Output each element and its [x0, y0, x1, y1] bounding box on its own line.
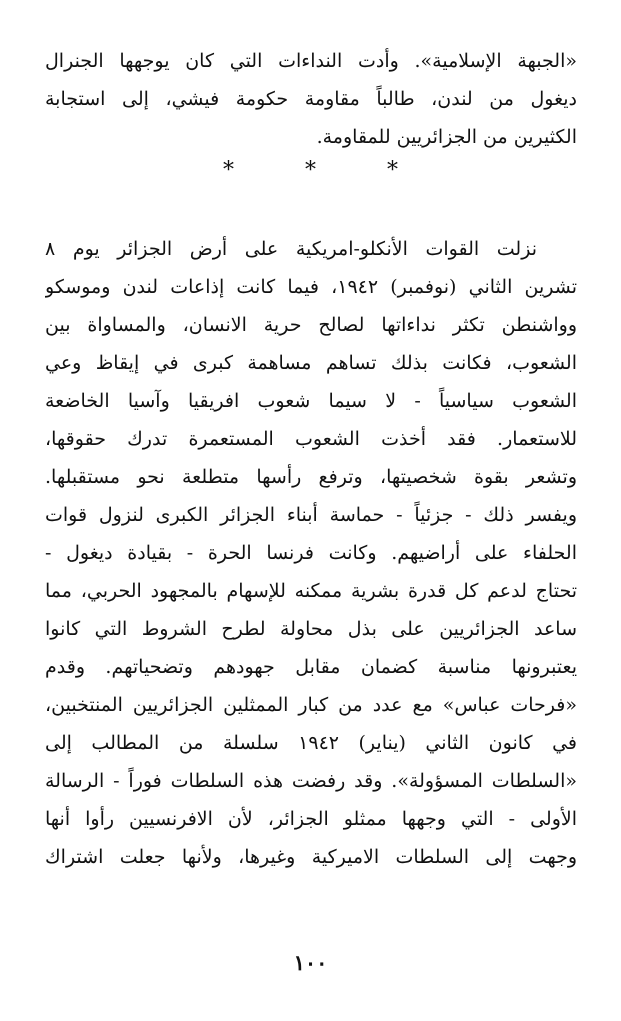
text-line: الشعوب سياسياً - لا سيما شعوب افريقيا وآسيا الخاضعة [45, 390, 577, 412]
text-line: وواشنطن تكثر نداءاتها لصالح حرية الانسان، والمساواة بين [45, 314, 577, 336]
text-line: تشرين الثاني (نوفمبر) ١٩٤٢، فيما كانت إذاعات لندن وموسكو [45, 276, 577, 298]
text-line: ويفسر ذلك - جزئياً - حماسة أبناء الجزائر الكبرى لنزول قوات [45, 504, 577, 526]
text-line: يعتبرونها مناسبة كضمان مقابل جهودهم وتضحياتهم. وقدم [45, 656, 577, 678]
page-number: ١٠٠ [293, 950, 328, 975]
text-line: ديغول من لندن، طالباً مقاومة حكومة فيشي، إلى استجابة [45, 88, 577, 110]
text-line: الأولى - التي وجهها ممثلو الجزائر، لأن الافرنسيين رأوا أنها [45, 808, 577, 830]
text-line: تحتاج لدعم كل قدرة بشرية ممكنه للإسهام بالمجهود الحربي، مما [45, 580, 577, 602]
paragraph-1 [45, 42, 577, 156]
paragraph-2 [45, 230, 577, 876]
text-line: «فرحات عباس» مع عدد من كبار الممثلين الجزائريين المنتخبين، [45, 694, 577, 716]
text-line: وتشعر بقوة شخصيتها، وترفع رأسها متطلعة نحو مستقبلها. [45, 466, 577, 488]
text-line: «السلطات المسؤولة». وقد رفضت هذه السلطات فوراً - الرسالة [45, 770, 577, 792]
section-separator: * * * [223, 158, 430, 183]
text-line: الشعوب، فكانت بذلك تساهم مساهمة كبرى في إيقاظ وعي [45, 352, 577, 374]
text-line: «الجبهة الإسلامية». وأدت النداءات التي كان يوجهها الجنرال [45, 50, 577, 72]
text-line: الكثيرين من الجزائريين للمقاومة. [316, 126, 577, 148]
text-line: للاستعمار. فقد أخذت الشعوب المستعمرة تدرك حقوقها، [45, 428, 577, 450]
text-line: في كانون الثاني (يناير) ١٩٤٢ سلسلة من المطالب إلى [45, 732, 577, 754]
text-line: وجهت إلى السلطات الاميركية وغيرها، ولأنها جعلت اشتراك [45, 846, 577, 868]
text-line: الحلفاء على أراضيهم. وكانت فرنسا الحرة - بقيادة ديغول - [45, 542, 577, 564]
text-line: نزلت القوات الأنكلو-امريكية على أرض الجزائر يوم ٨ [45, 238, 537, 260]
text-line: ساعد الجزائريين على بذل محاولة لطرح الشروط التي كانوا [45, 618, 577, 640]
